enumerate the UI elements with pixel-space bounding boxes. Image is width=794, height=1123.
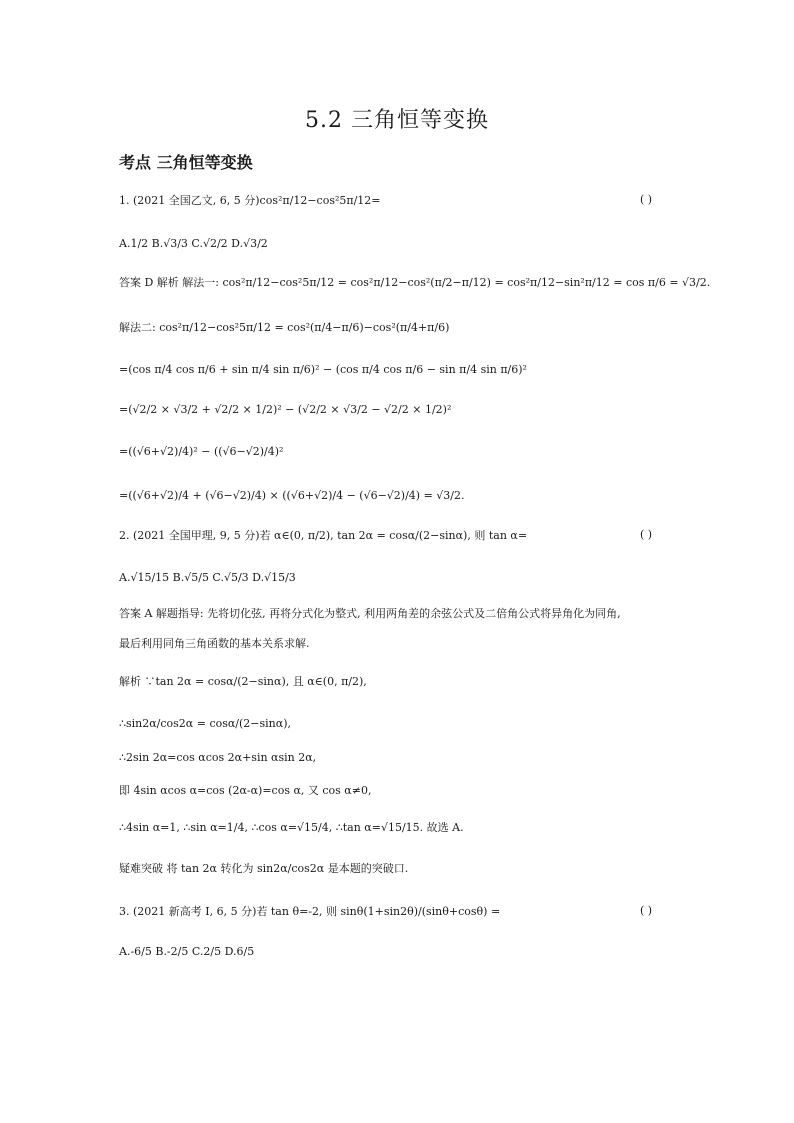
q1-answer: 答案 D 解析 解法一: cos²π/12−cos²5π/12 = cos²π/12−cos²(π/2−π/12) = cos²π/12−sin²π/12 = cos π/6 = √3/2. bbox=[119, 276, 711, 289]
page-title: 5.2 三角恒等变换 bbox=[305, 108, 489, 133]
q2-solution-3: ∴2sin 2α=cos αcos 2α+sin αsin 2α, bbox=[119, 751, 317, 764]
q3-answer-blank: ( ) bbox=[640, 904, 653, 917]
q2-solution-1: 解析 ∵tan 2α = cosα/(2−sinα), 且 α∈(0, π/2), bbox=[119, 675, 367, 688]
q2-answer-blank: ( ) bbox=[640, 528, 653, 541]
q1-step-4: =((√6+√2)/4 + (√6−√2)/4) × ((√6+√2)/4 − (√6−√2)/4) = √3/2. bbox=[119, 489, 465, 502]
q2-solution-2: ∴sin2α/cos2α = cosα/(2−sinα), bbox=[119, 717, 291, 730]
q2-options: A.√15/15 B.√5/5 C.√5/3 D.√15/3 bbox=[119, 571, 296, 584]
q1-stem: 1. (2021 全国乙文, 6, 5 分)cos²π/12−cos²5π/12= bbox=[119, 194, 381, 207]
q2-solution-5: ∴4sin α=1, ∴sin α=1/4, ∴cos α=√15/4, ∴tan α=√15/15. 故选 A. bbox=[119, 821, 464, 834]
section-heading: 考点 三角恒等变换 bbox=[119, 153, 253, 172]
q2-tip: 疑难突破 将 tan 2α 转化为 sin2α/cos2α 是本题的突破口. bbox=[119, 862, 409, 875]
q1-step-2: =(√2/2 × √3/2 + √2/2 × 1/2)² − (√2/2 × √3/2 − √2/2 × 1/2)² bbox=[119, 403, 452, 416]
q2-solution-4: 即 4sin αcos α=cos (2α-α)=cos α, 又 cos α≠0, bbox=[119, 784, 372, 797]
q1-answer-blank: ( ) bbox=[640, 193, 653, 206]
q1-step-1: =(cos π/4 cos π/6 + sin π/4 sin π/6)² − (cos π/4 cos π/6 − sin π/4 sin π/6)² bbox=[119, 363, 527, 376]
q3-options: A.-6/5 B.-2/5 C.2/5 D.6/5 bbox=[119, 945, 255, 958]
q2-answer-line-2: 最后利用同角三角函数的基本关系求解. bbox=[119, 637, 310, 650]
q1-method-2: 解法二: cos²π/12−cos²5π/12 = cos²(π/4−π/6)−cos²(π/4+π/6) bbox=[119, 321, 450, 334]
q3-stem: 3. (2021 新高考 I, 6, 5 分)若 tan θ=-2, 则 sinθ(1+sin2θ)/(sinθ+cosθ) = bbox=[119, 905, 501, 918]
q2-answer-line-1: 答案 A 解题指导: 先将切化弦, 再将分式化为整式, 利用两角差的余弦公式及二倍角公式将异角化为同角, bbox=[119, 607, 621, 620]
q1-step-3: =((√6+√2)/4)² − ((√6−√2)/4)² bbox=[119, 445, 284, 458]
q2-stem: 2. (2021 全国甲理, 9, 5 分)若 α∈(0, π/2), tan 2α = cosα/(2−sinα), 则 tan α= bbox=[119, 529, 528, 542]
q1-options: A.1/2 B.√3/3 C.√2/2 D.√3/2 bbox=[119, 237, 268, 250]
